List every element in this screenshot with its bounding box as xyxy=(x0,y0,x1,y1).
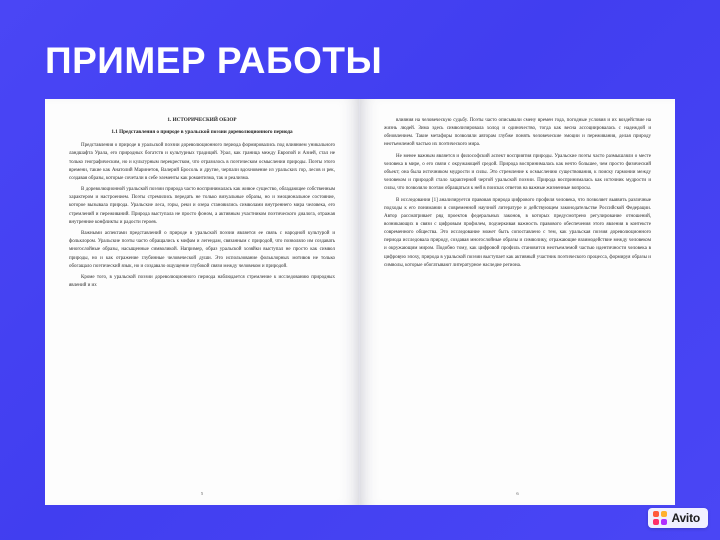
paragraph: Представления о природе в уральской поэзии дореволюционного периода формировались под влиянием уникального ландшафта Урала, его природных богатств и культурных традиций. Урал, как граница между Европой и Азией, стал не только географическим, но и культурным перекрестком, что отразилось в поэтическом осмыслении природы. Поэты этого времени, такие как Анатолий Маринетов, Валерий Бросоль и другие, черпали вдохновение из уральских гор, лесов и рек, создавая образы, которые сочетали в себе элементы как романтизма, так и реализма. xyxy=(69,143,335,181)
paragraph: Не менее важным является и философский аспект восприятия природы. Уральские поэты часто размышляли о месте человека в мире, о его связи с окружающей средой. Природа воспринималась как нечто большее, чем просто физический объект; она была источником мудрости и силы. Это стремление к осмыслению существования, к поиску гармонии между человеком и природой стало характерной чертой уральской поэзии. Природа воспринималась как источник мудрости и силы, что позволяло поэтам обращаться к ней в поисках ответов на важные жизненные вопросы. xyxy=(384,153,651,192)
page-number: 5 xyxy=(200,491,204,496)
watermark-label: Avito xyxy=(671,511,700,525)
section-subtitle: 1.1 Представления о природе в уральской поэзии дореволюционного периода xyxy=(111,128,293,135)
chapter-title: 1. ИСТОРИЧЕСКИЙ ОБЗОР xyxy=(167,117,237,123)
paragraph: Важными аспектами представлений о природе в уральской поэзии является ее связь с народной культурой и фольклором. Уральские поэты часто обращались к мифам и легендам, связанным с природой, что позволяло им создавать многослойные образы, насыщенные символикой. Например, образ уральской хозяйки выступал не просто как символ природы, но и как отражение глубинные человеческой души. Это использование фольклорных мотивов не только обогащало поэтический язык, но и создавало ощущение глубокой связи между человеком и природой. xyxy=(69,231,335,269)
paragraph: влияния на человеческую судьбу. Поэты часто описывали смену времен года, погодные условия и их воздействие на жизнь людей. Зима здесь символизировала холод и одиночество, тогда как весна ассоциировалась с надеждой и обновлением. Такие метафоры позволяли авторам глубже понять человеческие эмоции и переживания, делая природу неотъемлемой частью их поэтического мира. xyxy=(384,118,651,148)
document-spread xyxy=(45,99,675,505)
banner-headline: ПРИМЕР РАБОТЫ xyxy=(45,40,383,81)
document-page-right xyxy=(360,99,675,505)
paragraph: В дореволюционной уральской поэзии природа часто воспринималась как живое существо, обладающее собственным характером и настроением. Поэты стремились передать не только визуальные образы, но и эмоциональное состояние, которое вызывала природа. Уральские леса, горы, реки и озера становились символами внутреннего мира человека, его стремлений и переживаний. Природа выступала не просто фоном, а активным участником поэтического диалога, отражая внутренние конфликты и радости героев. xyxy=(69,187,335,225)
page-number: 6 xyxy=(516,491,519,496)
paragraph: Кроме того, в уральской поэзии дореволюционного периода наблюдается стремление к исследованию природных явлений и их xyxy=(69,275,335,289)
paragraph: В исследовании [1] анализируется правовая природа цифрового профиля человека, что позволяет выявить различные подходы к его понимании в современной научной литературе и действующем законодательстве Российской Федерации. Автор рассматривает ряд проектов федеральных законов, в которых предусмотрено регулирование отношений, возникающих в связи с цифровым профилем, подчеркивая важность правового обеспечения этого явления в контексте современного общества. Это исследование может быть сопоставлено с тем, как уральская поэзия дореволюционного периода исследовала природу, создавая многослойные образы и символику, отражающие взаимодействие между человеком и окружающим миром. Подобно тому, как цифровой профиль становится неотъемлемой частью идентичности человека в цифровую эпоху, природа в уральской поэзии выступает как активный участник поэтического процесса, формируя образы и символы, которые обогатывают литературное наследие региона. xyxy=(384,197,651,268)
avito-squares-logo-icon xyxy=(653,511,667,525)
document-page-left xyxy=(45,99,360,505)
avito-watermark xyxy=(648,508,708,528)
